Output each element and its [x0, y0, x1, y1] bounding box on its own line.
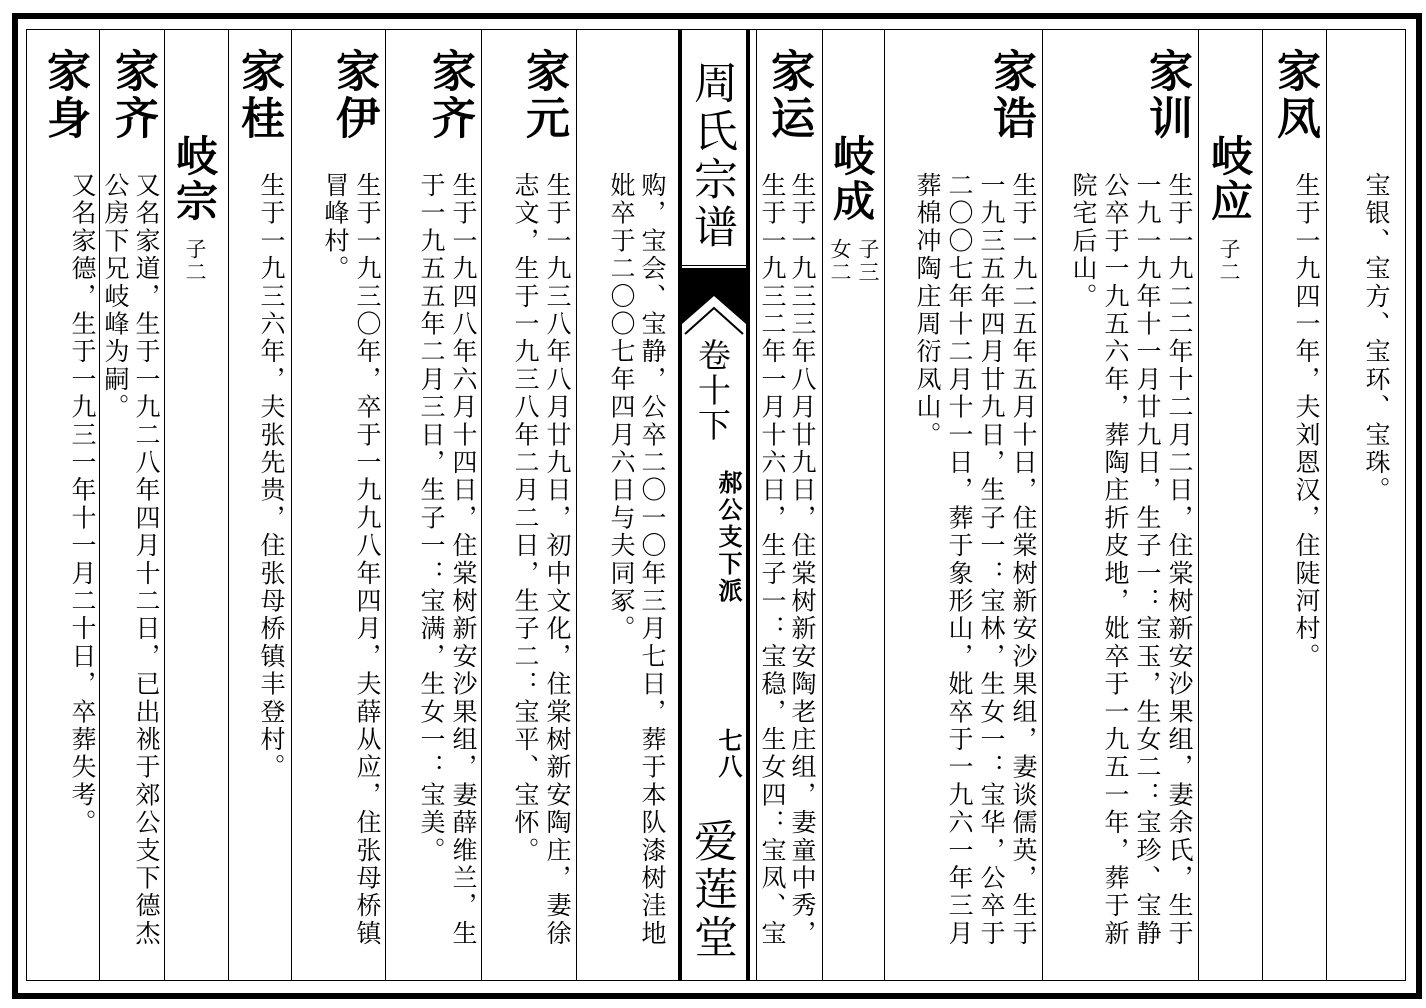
spine-right-border: [746, 29, 750, 981]
entry-text: 于一九五五年二月三日，生子一：宝满，生女一：宝美。: [417, 172, 446, 865]
member-name: 家凤: [1269, 48, 1320, 142]
sons-count: 子二: [183, 238, 207, 284]
member-name: 家伊: [328, 48, 379, 142]
spine-rule: [682, 265, 746, 266]
member-name: 家桂: [233, 48, 284, 142]
member-name: 家元: [518, 48, 569, 142]
entry-text: 公房下兄岐峰为嗣。: [101, 172, 130, 422]
spine-branch: 郝公支下派: [714, 470, 743, 605]
column-divider: [884, 29, 885, 981]
entry-text: 葬棉冲陶庄周衍凤山。: [913, 172, 942, 449]
entry-text: 生于一九三三年八月廿九日，住棠树新安陶老庄组，妻童中秀，: [788, 172, 817, 948]
entry-text: 二〇〇七年十二月十一日，葬于象形山，妣卒于一九六一年三月: [945, 172, 974, 948]
daughters-count: 女二: [828, 238, 852, 284]
column-divider: [291, 29, 292, 981]
spine-left-border: [678, 29, 682, 981]
column-divider: [228, 29, 229, 981]
sons-count: 子三: [856, 238, 880, 284]
spine-hall-name: 爱莲堂: [686, 818, 737, 962]
entry-text: 又名家德，生于一九三一年十一月二十日，卒葬失考。: [68, 172, 97, 837]
column-divider: [164, 29, 165, 981]
entry-text: 志文，生于一九三八年二月二日，生子二：宝平、宝怀。: [511, 172, 540, 865]
entry-text: 冒峰村。: [321, 172, 350, 283]
spine-volume: 卷十下: [693, 338, 732, 443]
entry-text: 购，宝会、宝静，公卒二〇一〇年三月七日，葬于本队漆树洼地: [638, 172, 667, 948]
sons-count: 子二: [1217, 238, 1241, 284]
column-divider: [756, 29, 757, 981]
member-name: 家训: [1141, 48, 1192, 142]
column-divider: [1326, 29, 1327, 981]
column-divider: [1042, 29, 1043, 981]
column-divider: [99, 29, 100, 981]
member-name: 家诰: [985, 48, 1036, 142]
spine-title: 周氏宗谱: [686, 60, 737, 252]
column-divider: [1262, 29, 1263, 981]
entry-text: 院宅后山。: [1069, 172, 1098, 311]
generation-name: 岐应: [1205, 134, 1254, 224]
entry-text: 一九一九年十一月廿九日，生子一：宝玉，生女二：宝珍、宝静: [1133, 172, 1162, 948]
entry-text: 生于一九三〇年，卒于一九九八年四月，夫薛从应，住张母桥镇: [353, 172, 382, 948]
column-divider: [1198, 29, 1199, 981]
entry-text: 生于一九三六年，夫张先贵，住张母桥镇丰登村。: [257, 172, 286, 782]
entry-text: 生于一九四八年六月十四日，住棠树新安沙果组，妻薛维兰，生: [449, 172, 478, 948]
entry-text: 又名家道，生于一九二八年四月十二日，已出祧于郊公支下德杰: [132, 172, 161, 948]
entry-text: 宝银、宝方、宝环、宝珠。: [1362, 172, 1391, 505]
member-name: 家身: [39, 48, 90, 142]
entry-text: 生于一九三二年一月十六日，生子一：宝稳，生女四：宝凤、宝: [758, 172, 787, 948]
member-name: 家运: [763, 48, 814, 142]
entry-text: 生于一九二二年十二月二日，住棠树新安沙果组，妻余氏，生于: [1165, 172, 1194, 948]
column-divider: [822, 29, 823, 981]
generation-name: 岐宗: [170, 134, 219, 224]
member-name: 家齐: [424, 48, 475, 142]
member-name: 家齐: [107, 48, 158, 142]
column-divider: [576, 29, 577, 981]
entry-text: 生于一九二五年五月十日，住棠树新安沙果组，妻谈儒英，生于: [1009, 172, 1038, 948]
spine-page-number: 七八: [714, 728, 743, 780]
generation-name: 岐成: [827, 134, 876, 224]
entry-text: 生于一九三八年八月廿九日，初中文化，住棠树新安陶庄，妻徐: [543, 172, 572, 948]
entry-text: 妣卒于二〇〇七年四月六日与夫同冢。: [607, 172, 636, 643]
entry-text: 生于一九四一年，夫刘恩汉，住陡河村。: [1292, 172, 1321, 671]
entry-text: 一九三五年四月廿九日，生子一：宝林，生女一：宝华，公卒于: [977, 172, 1006, 948]
column-divider: [481, 29, 482, 981]
column-divider: [385, 29, 386, 981]
entry-text: 公卒于一九五六年，葬陶庄折皮地，妣卒于一九五一年，葬于新: [1101, 172, 1130, 948]
fish-tail-ornament: [682, 268, 746, 338]
